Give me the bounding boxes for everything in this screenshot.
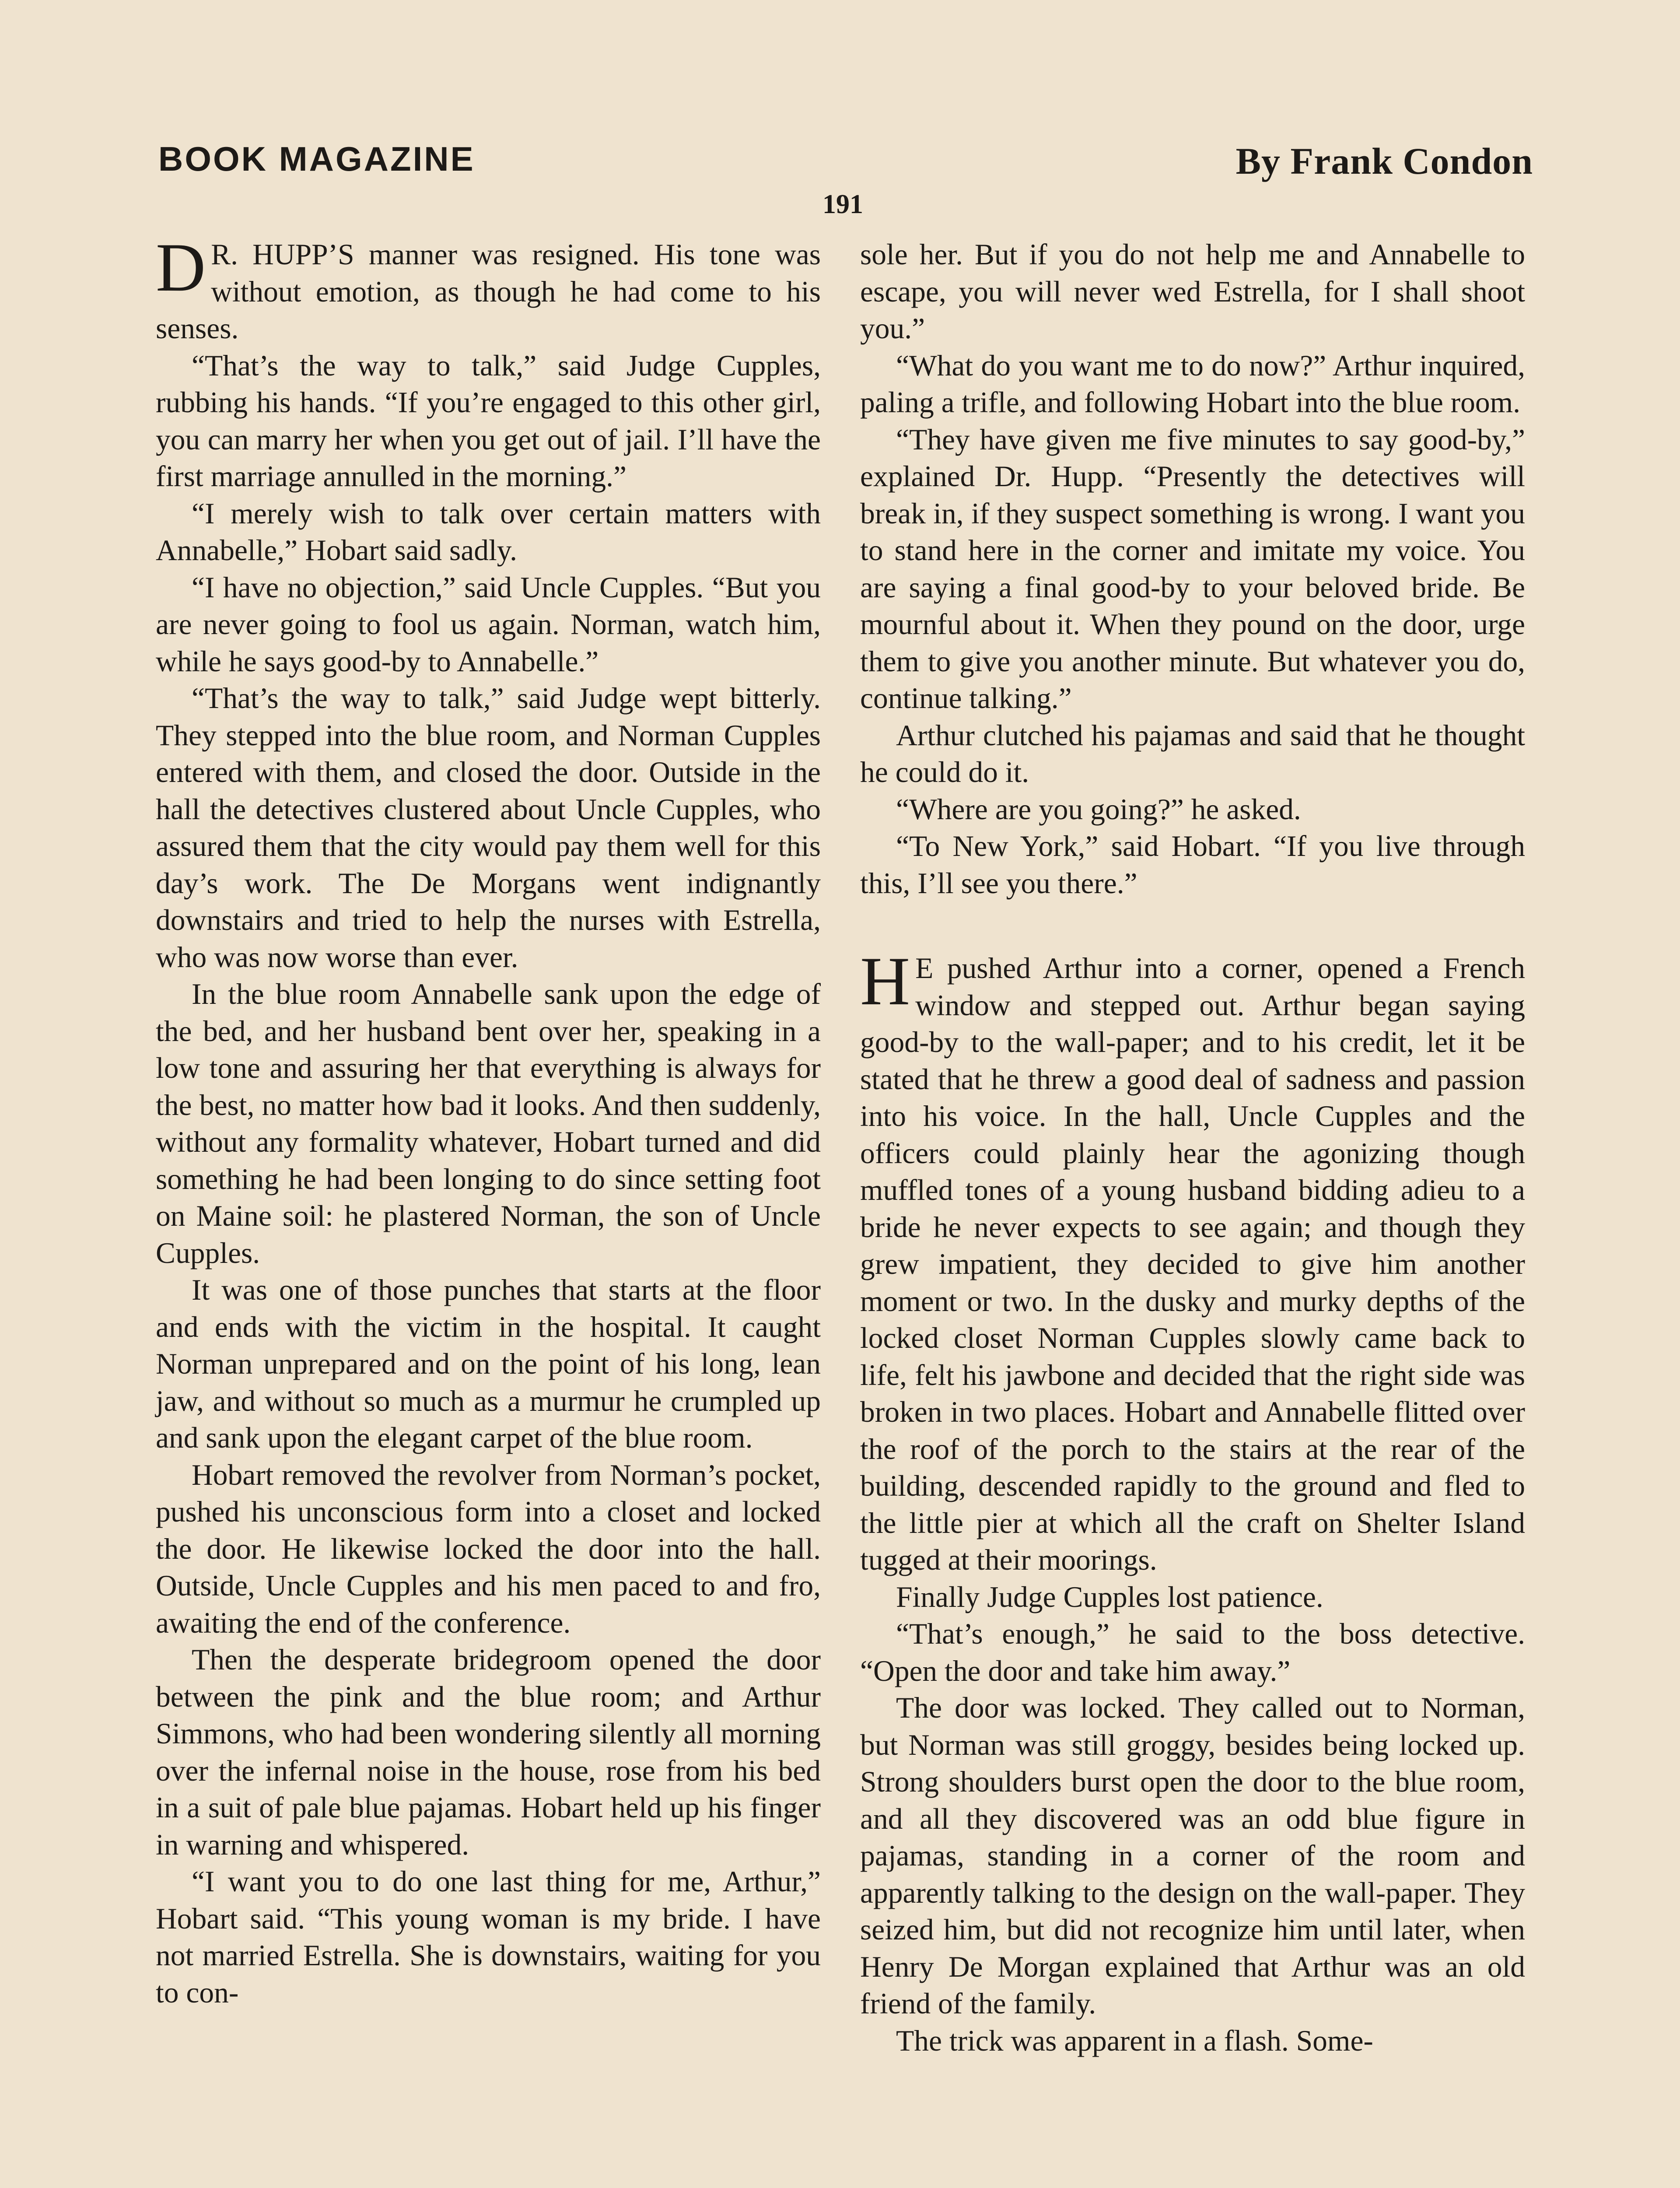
paragraph: “What do you want me to do now?” Arthur inquired, paling a trifle, and following Hobart into the blue room. bbox=[860, 349, 1525, 419]
paragraph: Finally Judge Cupples lost patience. bbox=[896, 1580, 1323, 1613]
paragraph bbox=[156, 229, 821, 347]
paragraph: It was one of those punches that starts at the floor and ends with the victim in the hospital. It caught Norman unprepared and on the point of his long, lean jaw, and without so much as a murmur he crumpled up and sank upon the elegant carpet of the blue room. bbox=[156, 1273, 821, 1454]
paragraph: “That’s the way to talk,” said Judge wept bitterly. They stepped into the blue room, and Norman Cupples entered with them, and closed the door. Outside in the hall the detectives clustered about Uncle Cupples, who assured them that the city would pay them well for this day’s work. The De Morgans went indignantly downstairs and tried to help the nurses with Estrella, who was now worse than ever. bbox=[156, 682, 821, 974]
page-number: 191 bbox=[822, 189, 863, 219]
drop-cap: H bbox=[860, 943, 910, 1020]
paragraph: Arthur clutched his pajamas and said that he thought he could do it. bbox=[860, 719, 1525, 789]
paragraph: Then the desperate bridegroom opened the door between the pink and the blue room; and Arthur Simmons, who had been wondering silently all morning over the infernal noise in the house, rose from his bed in a suit of pale blue pajamas. Hobart held up his finger in warning and whispered. bbox=[156, 1643, 821, 1861]
paragraph: “I have no objection,” said Uncle Cupples. “But you are never going to fool us again. Norman, watch him, while he says good-by to Annabelle.” bbox=[156, 571, 821, 678]
magazine-title: BOOK MAGAZINE bbox=[158, 140, 475, 178]
paragraph: “I want you to do one last thing for me, Arthur,” Hobart said. “This young woman is my bride. I have not married Estrella. She is downstairs, waiting for you to con- bbox=[156, 1865, 821, 2009]
paragraph: “That’s enough,” he said to the boss detective. “Open the door and take him away.” bbox=[860, 1617, 1525, 1687]
paragraph: “They have given me five minutes to say good-by,” explained Dr. Hupp. “Presently the detectives will break in, if they suspect something is wrong. I want you to stand here in the corner and imitate my voice. You are saying a final good-by to your beloved bride. Be mournful about it. When they pound on the door, urge them to give you another minute. But whatever you do, continue talking.” bbox=[860, 423, 1525, 715]
paragraph: “To New York,” said Hobart. “If you live through this, I’ll see you there.” bbox=[860, 830, 1525, 900]
paragraph: “That’s the way to talk,” said Judge Cupples, rubbing his hands. “If you’re engaged to this other girl, you can marry her when you get out of jail. I’ll have the first marriage annulled in the morning.” bbox=[156, 349, 821, 493]
right-column bbox=[860, 236, 1525, 2059]
paragraph-text: R. HUPP’S manner was resigned. His tone was without emotion, as though he had come to his senses. bbox=[156, 238, 821, 345]
author-byline: By Frank Condon bbox=[1236, 140, 1533, 182]
paragraph: sole her. But if you do not help me and Annabelle to escape, you will never wed Estrella, for I shall shoot you.” bbox=[860, 238, 1525, 345]
paragraph: The trick was apparent in a flash. Some- bbox=[896, 2024, 1373, 2057]
paragraph: “Where are you going?” he asked. bbox=[896, 792, 1301, 826]
paragraph: Hobart removed the revolver from Norman’s pocket, pushed his unconscious form into a closet and locked the door. He likewise locked the door into the hall. Outside, Uncle Cupples and his men paced to and fro, awaiting the end of the conference. bbox=[156, 1458, 821, 1639]
section-break bbox=[860, 902, 1525, 950]
paragraph: The door was locked. They called out to Norman, but Norman was still groggy, besides being locked up. Strong shoulders burst open the door to the blue room, and all they discovered was an odd blue figure in pajamas, standing in a corner of the room and apparently talking to the design on the wall-paper. They seized him, but did not recognize him until later, when Henry De Morgan explained that Arthur was an old friend of the family. bbox=[860, 1691, 1525, 2020]
paragraph-text: E pushed Arthur into a corner, opened a French window and stepped out. Arthur began saying good-by to the wall-paper; and to his credit, let it be stated that he threw a good deal of sadness and passion into his voice. In the hall, Uncle Cupples and the officers could plainly hear the agonizing though muffled tones of a young husband bidding adieu to a bride he never expects to see again; and though they grew impatient, they decided to give him another moment or two. In the dusky and murky depths of the locked closet Norman Cupples slowly came back to life, felt his jawbone and decided that the right side was broken in two places. Hobart and Annabelle flitted over the roof of the porch to the stairs at the rear of the building, descended rapidly to the ground and fled to the little pier at which all the craft on Shelter Island tugged at their moorings. bbox=[860, 952, 1525, 1576]
paragraph: “I merely wish to talk over certain matters with Annabelle,” Hobart said sadly. bbox=[156, 497, 821, 567]
paragraph bbox=[860, 943, 1525, 1579]
drop-cap: D bbox=[156, 229, 206, 306]
paragraph: In the blue room Annabelle sank upon the edge of the bed, and her husband bent over her, speaking in a low tone and assuring her that everything is always for the best, no matter how bad it looks. And then suddenly, without any formality whatever, Hobart turned and did something he had been longing to do since setting foot on Maine soil: he plastered Norman, the son of Uncle Cupples. bbox=[156, 978, 821, 1269]
left-column bbox=[156, 229, 821, 2011]
